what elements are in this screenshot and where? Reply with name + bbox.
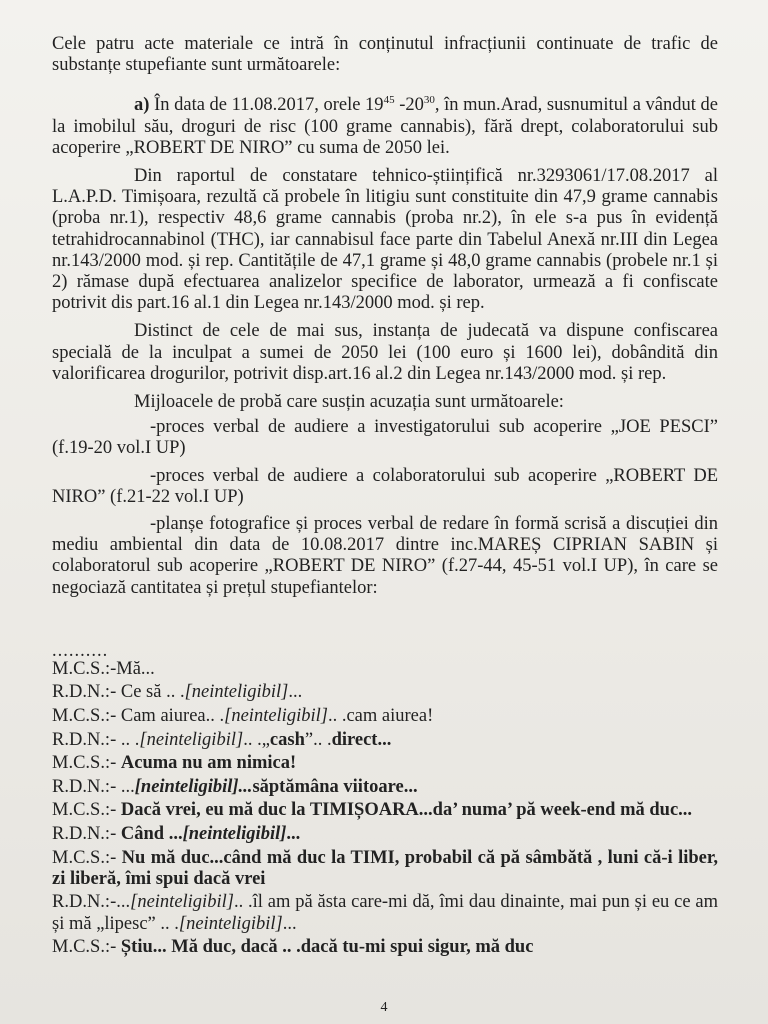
dialogue-line: R.D.N.:- Când ...[neinteligibil]... (52, 824, 301, 845)
list-item: -proces verbal de audiere a colaboratorului sub acoperire „ROBERT DE NIRO” (f.21-22 vol.I UP) (52, 465, 718, 507)
dialogue-line: M.C.S.:-Mă... (52, 658, 155, 679)
list-item: -proces verbal de audiere a investigatorului sub acoperire „JOE PESCI” (f.19-20 vol.I UP) (52, 417, 718, 459)
document-body (52, 34, 718, 961)
dialogue-line: R.D.N.:- .. .[neinteligibil].. .„cash”.. .direct... (52, 729, 392, 750)
dialogue-line: M.C.S.:- Nu mă duc...când mă duc la TIMI, probabil că pă sâmbătă , luni că-i liber, zi liberă, îmi spui dacă vrei (52, 847, 718, 889)
list-item: -planșe fotografice și proces verbal de redare în formă scrisă a discuției din mediu ambiental din data de 10.08.2017 dintre inc.MAREȘ CIPRIAN SABIN și colaboratorul sub acoperire „ROBERT DE NIRO” (f.27-44, 45-51 vol.I UP), în care se negociază cantitatea și prețul stupefiantelor: (52, 514, 718, 598)
confiscare-paragraph: Distinct de cele de mai sus, instanța de judecată va dispune confiscarea specială de la inculpat a sumei de 2050 lei (100 euro și 1600 lei), dobândită din valorificarea drogurilor, potrivit disp.art.16 al.2 din Legea nr.143/2000 mod. și rep. (52, 321, 718, 384)
dialogue-line: R.D.N.:-...[neinteligibil].. .îl am pă ăsta care-mi dă, îmi dau dinainte, mai pun și eu ce am și mă „lipesc” .. .[neinteligibil]... (52, 892, 718, 934)
mijloace-heading: Mijloacele de probă care susțin acuzația sunt următoarele: (134, 392, 564, 413)
intro-paragraph: Cele patru acte materiale ce intră în conținutul infracțiunii continuate de trafic de substanțe stupefiante sunt următoarele: (52, 34, 718, 76)
dialogue-line: M.C.S.:- Dacă vrei, eu mă duc la TIMIȘOARA...da’ numa’ pă week-end mă duc... (52, 800, 693, 821)
dialogue-line: R.D.N.:- Ce să .. .[neinteligibil]... (52, 682, 303, 703)
act-a-label: a) (134, 95, 150, 116)
act-a-paragraph: a) În data de 11.08.2017, orele $19^{45}$ $-20^{30}$, în mun.Arad, susnumitul a vândut de la imobilul său, droguri de risc (100 grame cannabis), fără drept, colaboratorului sub acoperire „ROBERT DE NIRO” cu suma de 2050 lei. (52, 94, 718, 158)
dialogue-line: M.C.S.:- Cam aiurea.. .[neinteligibil].. .cam aiurea! (52, 706, 434, 727)
dialogue-line: R.D.N.:- ...[neinteligibil]...săptămâna viitoare... (52, 776, 418, 797)
ellipsis-divider: .......... (52, 640, 109, 661)
dialogue-line: M.C.S.:- Acuma nu am nimica! (52, 753, 297, 774)
raport-paragraph: Din raportul de constatare tehnico-științifică nr.3293061/17.08.2017 al L.A.P.D. Timișoara, rezultă că probele în litigiu sunt constituite din 47,9 grame cannabis (proba nr.1), respectiv 48,6 grame cannabis (proba nr.2), în ele s-a pus în evidență tetrahidrocannabinol (THC), iar cannabisul face parte din Tabelul Anexă nr.III din Legea nr.143/2000 mod. și rep. Cantitățile de 47,1 grame și 48,0 grame cannabis (probele nr.1 și 2) rămase după efectuarea analizelor specifice de laborator, urmează a fi confiscate potrivit dis part.16 al.1 din Legea nr.143/2000 mod. și rep. (52, 166, 718, 314)
page-number: 4 (380, 1000, 388, 1015)
dialogue-line: M.C.S.:- Știu... Mă duc, dacă .. .dacă tu-mi spui sigur, mă duc (52, 937, 534, 958)
